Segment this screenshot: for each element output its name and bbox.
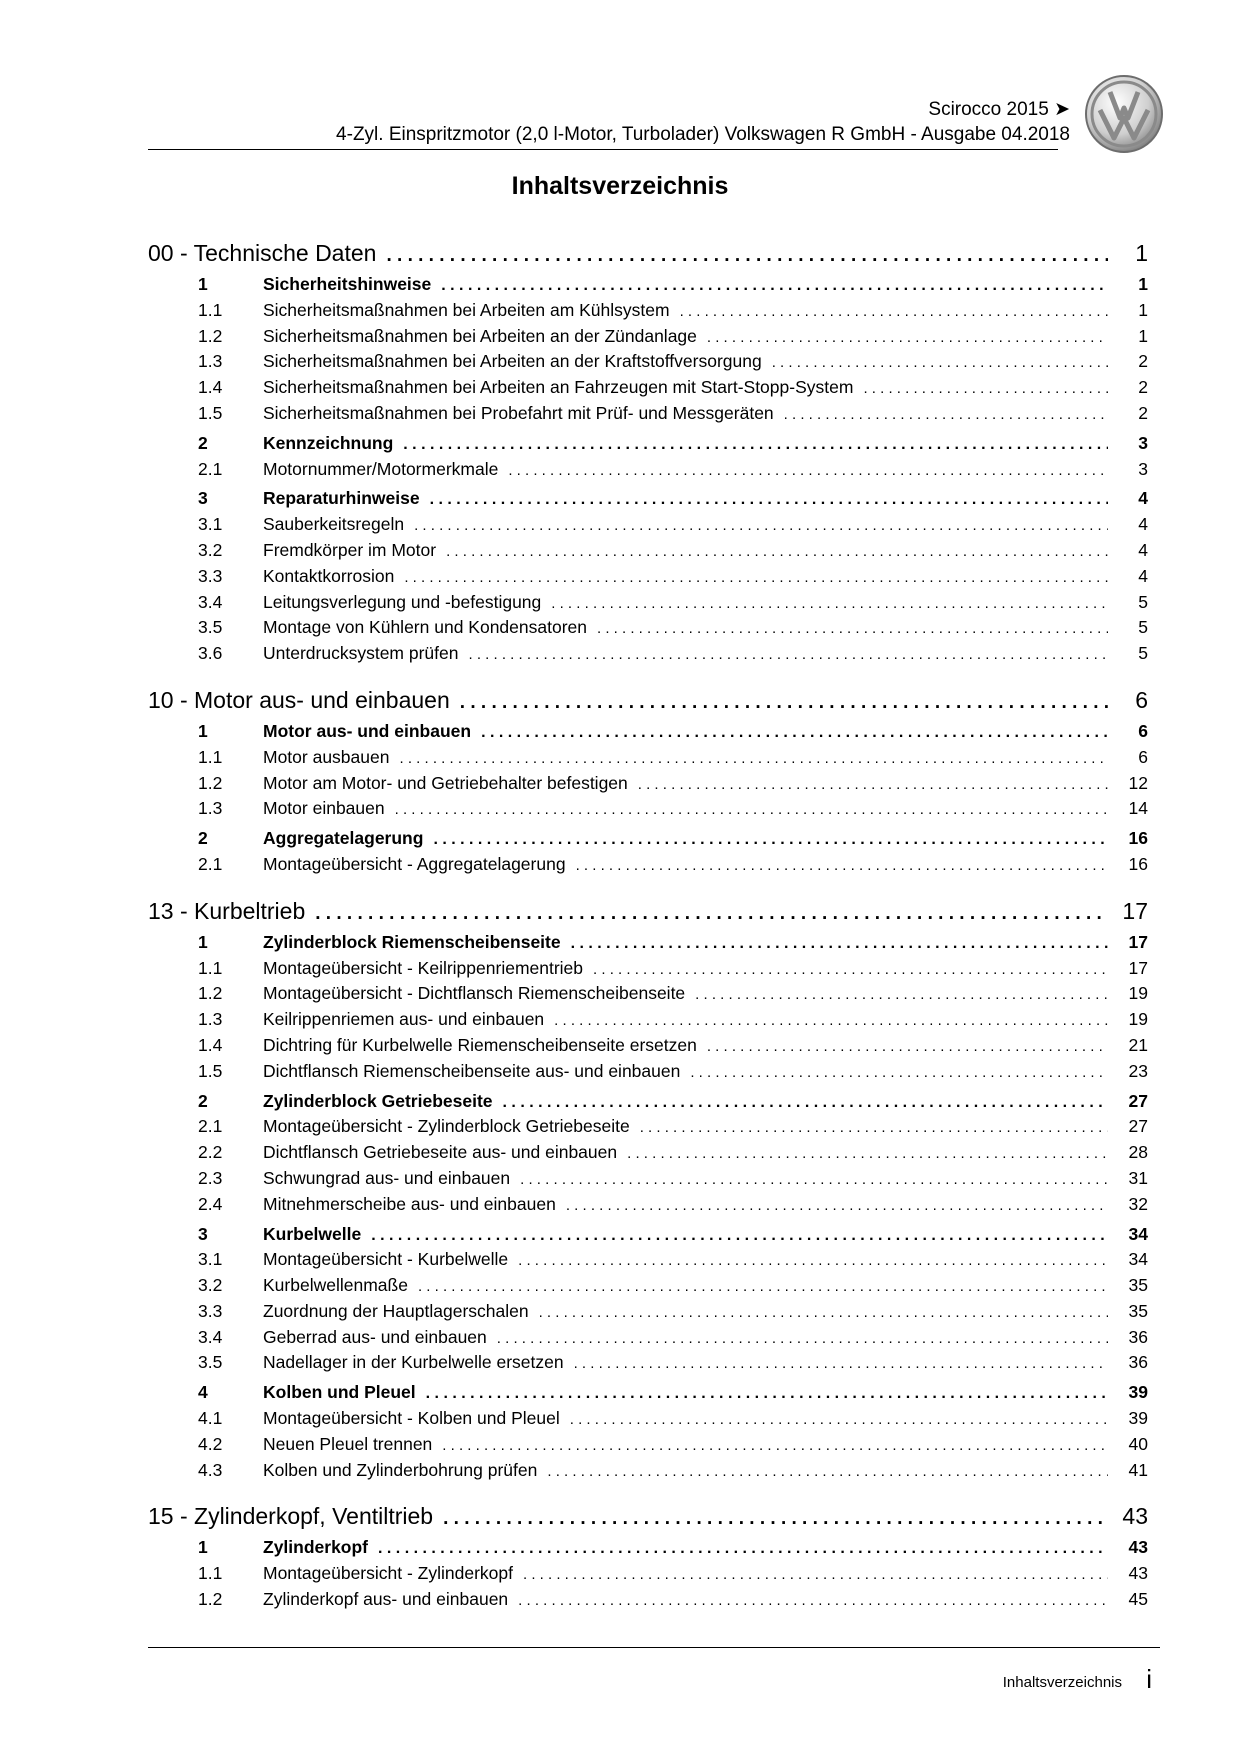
leader-dots [707,1038,1108,1055]
toc-subsection-number: 2.1 [198,458,223,479]
leader-dots [404,569,1108,586]
toc-subsection-title: Nadellager in der Kurbelwelle ersetzen [263,1352,564,1373]
toc-subsection-title: Montageübersicht - Kolben und Pleuel [263,1408,560,1429]
toc-page-number: 2 [1138,351,1148,372]
toc-subsection-label [148,1301,529,1322]
leader-dots [576,857,1108,874]
chapter-gap [148,1485,1148,1503]
toc-subsection-title: Montageübersicht - Aggregatelagerung [263,853,566,874]
toc-subsection-title: Montage von Kühlern und Kondensatoren [263,617,587,638]
toc-page-number: 17 [1122,897,1148,924]
leader-dots [690,1064,1108,1081]
chapter-gap [148,880,1148,898]
toc-subsection-title: Kurbelwellenmaße [263,1275,408,1296]
toc-subsection-label [148,1009,544,1030]
toc-section-title: Kennzeichnung [263,432,394,453]
toc-page-number: 4 [1138,514,1148,535]
toc-page-number: 19 [1128,1009,1148,1030]
toc-subsection-label [148,1142,617,1163]
toc-subsection-label [148,1563,513,1584]
toc-subsection-label [148,1116,630,1137]
leader-dots [571,935,1108,953]
toc-section-label [148,828,423,849]
toc-page-number: 6 [1138,746,1148,767]
toc-subsection[interactable] [148,1116,1148,1142]
toc-subsection-title: Geberrad aus- und einbauen [263,1326,487,1347]
toc-chapter[interactable] [148,240,1148,270]
toc-subsection-title: Dichtring für Kurbelwelle Riemenscheibenseite ersetzen [263,1034,697,1055]
leader-dots [386,245,1108,267]
toc-subsection[interactable] [148,514,1148,540]
toc-subsection-label [148,643,459,664]
toc-page-number: 35 [1128,1275,1148,1296]
toc-subsection[interactable] [148,617,1148,643]
toc-subsection-label [148,1460,537,1481]
toc-subsection-title: Motor einbauen [263,798,385,819]
toc-subsection[interactable] [148,1352,1148,1378]
leader-dots [395,801,1108,818]
toc-section-label [148,1224,361,1245]
leader-dots [418,1278,1108,1295]
toc-page-number: 34 [1128,1249,1148,1270]
toc-subsection-title: Sicherheitsmaßnahmen bei Arbeiten an Fahrzeugen mit Start-Stopp-System [263,377,854,398]
toc-section-label [148,488,420,509]
leader-dots [426,1385,1108,1403]
toc-section-title: Aggregatelagerung [263,828,424,849]
toc-page-number: 4 [1138,488,1148,509]
toc-subsection-label [148,1061,680,1082]
toc-subsection-number: 1.1 [198,299,223,320]
toc-subsection-title: Montageübersicht - Dichtflansch Riemenscheibenseite [263,983,686,1004]
toc-page-number: 16 [1128,828,1148,849]
toc-section-label [148,274,431,295]
toc-subsection-label [148,1408,560,1429]
leader-dots [593,961,1108,978]
toc-subsection-label [148,300,670,321]
toc-subsection[interactable] [148,1434,1148,1460]
toc-section[interactable] [148,828,1148,854]
toc-section-label [148,932,561,953]
toc-subsection-title: Fremdkörper im Motor [263,539,437,560]
toc-section-title: Reparaturhinweise [263,488,420,509]
toc-subsection-number: 3.3 [198,565,223,586]
toc-subsection[interactable] [148,300,1148,326]
toc-page-number: 5 [1138,643,1148,664]
leader-dots [399,750,1108,767]
toc-page-number: 36 [1128,1352,1148,1373]
toc-page-number: 45 [1128,1589,1148,1610]
toc-subsection[interactable] [148,1460,1148,1486]
toc-page-number: 19 [1128,983,1148,1004]
toc-subsection-label [148,1035,697,1056]
footer-label: Inhaltsverzeichnis [1002,1674,1122,1691]
toc-page-number: 43 [1122,1503,1148,1530]
toc-subsection-number: 2.1 [198,1116,223,1137]
toc-page-number: 5 [1138,591,1148,612]
toc-chapter-title: 00 - Technische Daten [148,240,377,266]
toc-section[interactable] [148,488,1148,514]
toc-subsection-title: Sicherheitsmaßnahmen bei Arbeiten an der Zündanlage [263,325,697,346]
toc-subsection[interactable] [148,1249,1148,1275]
toc-subsection[interactable] [148,958,1148,984]
toc-section-title: Zylinderblock Riemenscheibenseite [263,931,561,952]
toc-section-number: 4 [198,1382,208,1403]
toc-page-number: 3 [1138,458,1148,479]
toc-subsection-number: 4.1 [198,1408,223,1429]
toc-subsection[interactable] [148,747,1148,773]
toc-subsection-title: Sicherheitsmaßnahmen bei Arbeiten am Kühlsystem [263,299,670,320]
toc-subsection-number: 4.3 [198,1459,223,1480]
toc-page-number: 35 [1128,1300,1148,1321]
toc-subsection-title: Dichtflansch Riemenscheibenseite aus- und einbauen [263,1060,681,1081]
toc-page-number: 14 [1128,798,1148,819]
toc-subsection-number: 1.2 [198,1589,223,1610]
toc-subsection-title: Zuordnung der Hauptlagerschalen [263,1300,529,1321]
toc-page-number: 43 [1128,1537,1148,1558]
toc-page-number: 4 [1138,565,1148,586]
toc-subsection[interactable] [148,459,1148,485]
toc-subsection-number: 1.3 [198,798,223,819]
toc-subsection-number: 3.1 [198,1249,223,1270]
toc-subsection-title: Keilrippenriemen aus- und einbauen [263,1009,545,1030]
toc-subsection-title: Neuen Pleuel trennen [263,1433,433,1454]
toc-section-label [148,1382,416,1403]
toc-page-number: 17 [1128,931,1148,952]
toc-subsection[interactable] [148,377,1148,403]
toc-subsection[interactable] [148,1168,1148,1194]
leader-dots [430,491,1108,509]
leader-dots [518,1592,1108,1609]
leader-dots [442,1437,1108,1454]
leader-dots [523,1566,1108,1583]
toc-page-number: 2 [1138,402,1148,423]
toc-subsection-label [148,1327,487,1348]
toc-subsection[interactable] [148,566,1148,592]
toc-subsection-label [148,1168,510,1189]
toc-subsection[interactable] [148,1589,1148,1615]
toc-subsection[interactable] [148,1061,1148,1087]
leader-dots [566,1197,1108,1214]
toc-subsection-title: Sicherheitsmaßnahmen bei Arbeiten an der Kraftstoffversorgung [263,351,762,372]
leader-dots [551,595,1108,612]
toc-subsection[interactable] [148,983,1148,1009]
toc-subsection-label [148,1275,408,1296]
toc-subsection[interactable] [148,1009,1148,1035]
toc-page-number: 1 [1138,325,1148,346]
toc-page-number: 12 [1128,772,1148,793]
toc-subsection-title: Montageübersicht - Zylinderkopf [263,1563,513,1584]
toc-subsection-title: Mitnehmerscheibe aus- und einbauen [263,1193,556,1214]
toc-subsection-title: Leitungsverlegung und -befestigung [263,591,542,612]
toc-subsection[interactable] [148,1142,1148,1168]
leader-dots [446,543,1108,560]
toc-section-number: 2 [198,828,208,849]
toc-page-number: 27 [1128,1116,1148,1137]
toc-page-number: 39 [1128,1382,1148,1403]
toc-section-number: 2 [198,1090,208,1111]
toc-subsection-label [148,377,853,398]
leader-dots [640,1119,1108,1136]
toc-subsection-number: 1.5 [198,402,223,423]
toc-subsection[interactable] [148,1301,1148,1327]
toc-page-number: 21 [1128,1034,1148,1055]
leader-dots [518,1252,1108,1269]
toc-page-number: 32 [1128,1193,1148,1214]
toc-section[interactable] [148,721,1148,747]
toc-subsection[interactable] [148,1563,1148,1589]
toc-subsection[interactable] [148,1327,1148,1353]
toc-section[interactable] [148,1537,1148,1563]
toc-subsection-title: Dichtflansch Getriebeseite aus- und einbauen [263,1142,618,1163]
toc-subsection-label [148,540,436,561]
leader-dots [441,277,1108,295]
toc-subsection-number: 1.4 [198,377,223,398]
header-subtitle: 4-Zyl. Einspritzmotor (2,0 l-Motor, Turbolader) Volkswagen R GmbH - Ausgabe 04.2018 [336,124,1070,145]
toc-subsection-title: Schwungrad aus- und einbauen [263,1167,511,1188]
toc-chapter-title: 10 - Motor aus- und einbauen [148,686,450,713]
toc-subsection-title: Motor ausbauen [263,746,390,767]
toc-page-number: 3 [1138,432,1148,453]
toc-subsection-label [148,1589,508,1610]
toc-subsection-title: Montageübersicht - Keilrippenriementrieb [263,957,584,978]
toc-subsection[interactable] [148,326,1148,352]
toc-subsection-number: 1.1 [198,1563,223,1584]
toc-subsection-label [148,1194,556,1215]
footer-divider [148,1647,1160,1648]
toc-subsection-label [148,1352,564,1373]
toc-subsection[interactable] [148,773,1148,799]
toc-subsection-number: 1.2 [198,772,223,793]
leader-dots [503,1094,1108,1112]
toc-section-title: Kurbelwelle [263,1223,362,1244]
toc-subsection-number: 3.3 [198,1300,223,1321]
toc-page-number: 34 [1128,1223,1148,1244]
leader-dots [574,1355,1108,1372]
toc-subsection-number: 3.2 [198,539,223,560]
leader-dots [547,1463,1108,1480]
toc-chapter[interactable] [148,687,1148,717]
toc-section-number: 1 [198,274,208,294]
toc-page-number: 43 [1128,1563,1148,1584]
toc-subsection-label [148,958,583,979]
toc-subsection-number: 1.2 [198,983,223,1004]
leader-dots [403,436,1108,454]
toc-subsection-title: Zylinderkopf aus- und einbauen [263,1589,509,1610]
toc-page-number: 40 [1128,1433,1148,1454]
leader-dots [638,776,1108,793]
toc-subsection-number: 3.6 [198,643,223,664]
toc-subsection-title: Motornummer/Motormerkmale [263,458,499,479]
toc-subsection-title: Kontaktkorrosion [263,565,395,586]
toc-subsection[interactable] [148,403,1148,429]
toc-subsection-title: Kolben und Zylinderbohrung prüfen [263,1459,538,1480]
toc-section[interactable] [148,1224,1148,1250]
toc-subsection-title: Unterdrucksystem prüfen [263,643,459,664]
toc-subsection-label [148,326,697,347]
toc-subsection[interactable] [148,592,1148,618]
toc-subsection-number: 2.2 [198,1142,223,1163]
leader-dots [460,692,1108,714]
toc-chapter[interactable] [148,898,1148,928]
toc-subsection-title: Montageübersicht - Kurbelwelle [263,1249,509,1270]
toc-subsection-number: 3.1 [198,514,223,535]
toc-page-number: 31 [1128,1167,1148,1188]
toc-subsection-label [148,514,404,535]
leader-dots [497,1330,1108,1347]
leader-dots [570,1411,1108,1428]
toc-section-number: 3 [198,488,208,509]
footer-page-number: i [1146,1664,1152,1694]
toc-subsection-number: 3.5 [198,617,223,638]
toc-page-number: 16 [1128,853,1148,874]
leader-dots [554,1012,1108,1029]
toc-subsection-number: 1.1 [198,957,223,978]
toc-section-title: Zylinderblock Getriebeseite [263,1090,493,1111]
toc-subsection-number: 1.3 [198,351,223,372]
toc-subsection-title: Sicherheitsmaßnahmen bei Probefahrt mit Prüf- und Messgeräten [263,402,774,423]
page-title: Inhaltsverzeichnis [511,172,729,200]
toc-subsection-number: 3.4 [198,591,223,612]
toc-subsection[interactable] [148,1408,1148,1434]
toc-subsection-title: Motor am Motor- und Getriebehalter befestigen [263,772,628,793]
toc-page-number: 41 [1128,1459,1148,1480]
toc-subsection-label [148,983,685,1004]
toc-page-number: 23 [1128,1060,1148,1081]
toc-section-number: 2 [198,432,208,453]
toc-subsection-title: Montageübersicht - Zylinderblock Getriebeseite [263,1116,630,1137]
toc-subsection-label [148,798,385,819]
toc-subsection[interactable] [148,351,1148,377]
leader-dots [707,329,1108,346]
toc-subsection-label [148,773,628,794]
toc-page-number: 39 [1128,1408,1148,1429]
toc-subsection[interactable] [148,643,1148,669]
toc-subsection[interactable] [148,798,1148,824]
leader-dots [597,620,1108,637]
leader-dots [433,831,1108,849]
toc-section[interactable] [148,274,1148,300]
toc-section-number: 1 [198,720,208,741]
toc-chapter-title: 13 - Kurbeltrieb [148,897,306,924]
toc-subsection-label [148,1249,508,1270]
leader-dots [772,354,1108,371]
toc-subsection-number: 1.1 [198,746,223,767]
leader-dots [695,986,1108,1003]
toc-page-number: 36 [1128,1326,1148,1347]
leader-dots [863,380,1108,397]
toc-section-label [148,1091,493,1112]
leader-dots [508,462,1108,479]
toc-subsection-number: 3.4 [198,1326,223,1347]
toc-subsection-number: 2.3 [198,1167,223,1188]
toc-page-number: 1 [1138,299,1148,320]
toc-section-number: 1 [198,1537,208,1558]
toc-subsection[interactable] [148,1275,1148,1301]
toc-page-number: 17 [1128,957,1148,978]
toc-subsection-number: 1.4 [198,1034,223,1055]
toc-subsection[interactable] [148,1194,1148,1220]
leader-dots [315,903,1108,925]
toc-page-number: 1 [1135,240,1148,266]
toc-section-title: Motor aus- und einbauen [263,720,472,741]
toc-subsection-label [148,459,498,480]
toc-subsection[interactable] [148,1035,1148,1061]
toc-section[interactable] [148,1091,1148,1117]
toc-chapter-title: 15 - Zylinderkopf, Ventiltrieb [148,1503,434,1530]
table-of-contents [148,240,1148,1615]
leader-dots [680,303,1108,320]
toc-section-label [148,721,471,742]
toc-section-title: Sicherheitshinweise [263,274,432,294]
toc-section-label [148,433,393,454]
toc-subsection-number: 2.1 [198,853,223,874]
toc-section-title: Kolben und Pleuel [263,1382,416,1403]
toc-page-number: 5 [1138,617,1148,638]
toc-section[interactable] [148,1382,1148,1408]
leader-dots [414,517,1108,534]
toc-subsection[interactable] [148,540,1148,566]
toc-subsection-number: 4.2 [198,1433,223,1454]
toc-section-number: 3 [198,1223,208,1244]
toc-subsection-label [148,747,389,768]
toc-subsection-number: 1.2 [198,325,223,346]
leader-dots [539,1304,1108,1321]
leader-dots [784,406,1108,423]
toc-subsection-number: 1.3 [198,1009,223,1030]
toc-subsection-label [148,351,762,372]
leader-dots [520,1171,1108,1188]
header-model: Scirocco 2015 ➤ [928,99,1070,120]
toc-subsection-label [148,617,587,638]
toc-page-number: 6 [1138,720,1148,741]
toc-section-title: Zylinderkopf [263,1537,369,1558]
leader-dots [443,1508,1108,1530]
toc-subsection-label [148,403,774,424]
leader-dots [481,724,1108,742]
toc-section[interactable] [148,433,1148,459]
leader-dots [469,646,1109,663]
vw-logo-icon [1084,74,1164,154]
toc-section-number: 1 [198,931,208,952]
header-divider [148,149,1058,150]
leader-dots [378,1540,1108,1558]
toc-subsection-title: Sauberkeitsregeln [263,514,405,535]
leader-dots [627,1145,1108,1162]
toc-section-label [148,1537,368,1558]
toc-subsection-label [148,1434,432,1455]
leader-dots [371,1227,1108,1245]
toc-section[interactable] [148,932,1148,958]
toc-page-number: 2 [1138,377,1148,398]
toc-page-number: 27 [1128,1090,1148,1111]
toc-subsection-label [148,592,541,613]
toc-page-number: 28 [1128,1142,1148,1163]
toc-page-number: 6 [1135,686,1148,713]
toc-page-number: 4 [1138,539,1148,560]
toc-subsection-label [148,566,394,587]
toc-subsection-number: 2.4 [198,1193,223,1214]
toc-subsection-number: 3.5 [198,1352,223,1373]
toc-page-number: 1 [1138,274,1148,294]
toc-chapter[interactable] [148,1503,1148,1533]
chapter-gap [148,669,1148,687]
toc-subsection-number: 3.2 [198,1275,223,1296]
toc-subsection-number: 1.5 [198,1060,223,1081]
toc-subsection-label [148,854,566,875]
toc-subsection[interactable] [148,854,1148,880]
